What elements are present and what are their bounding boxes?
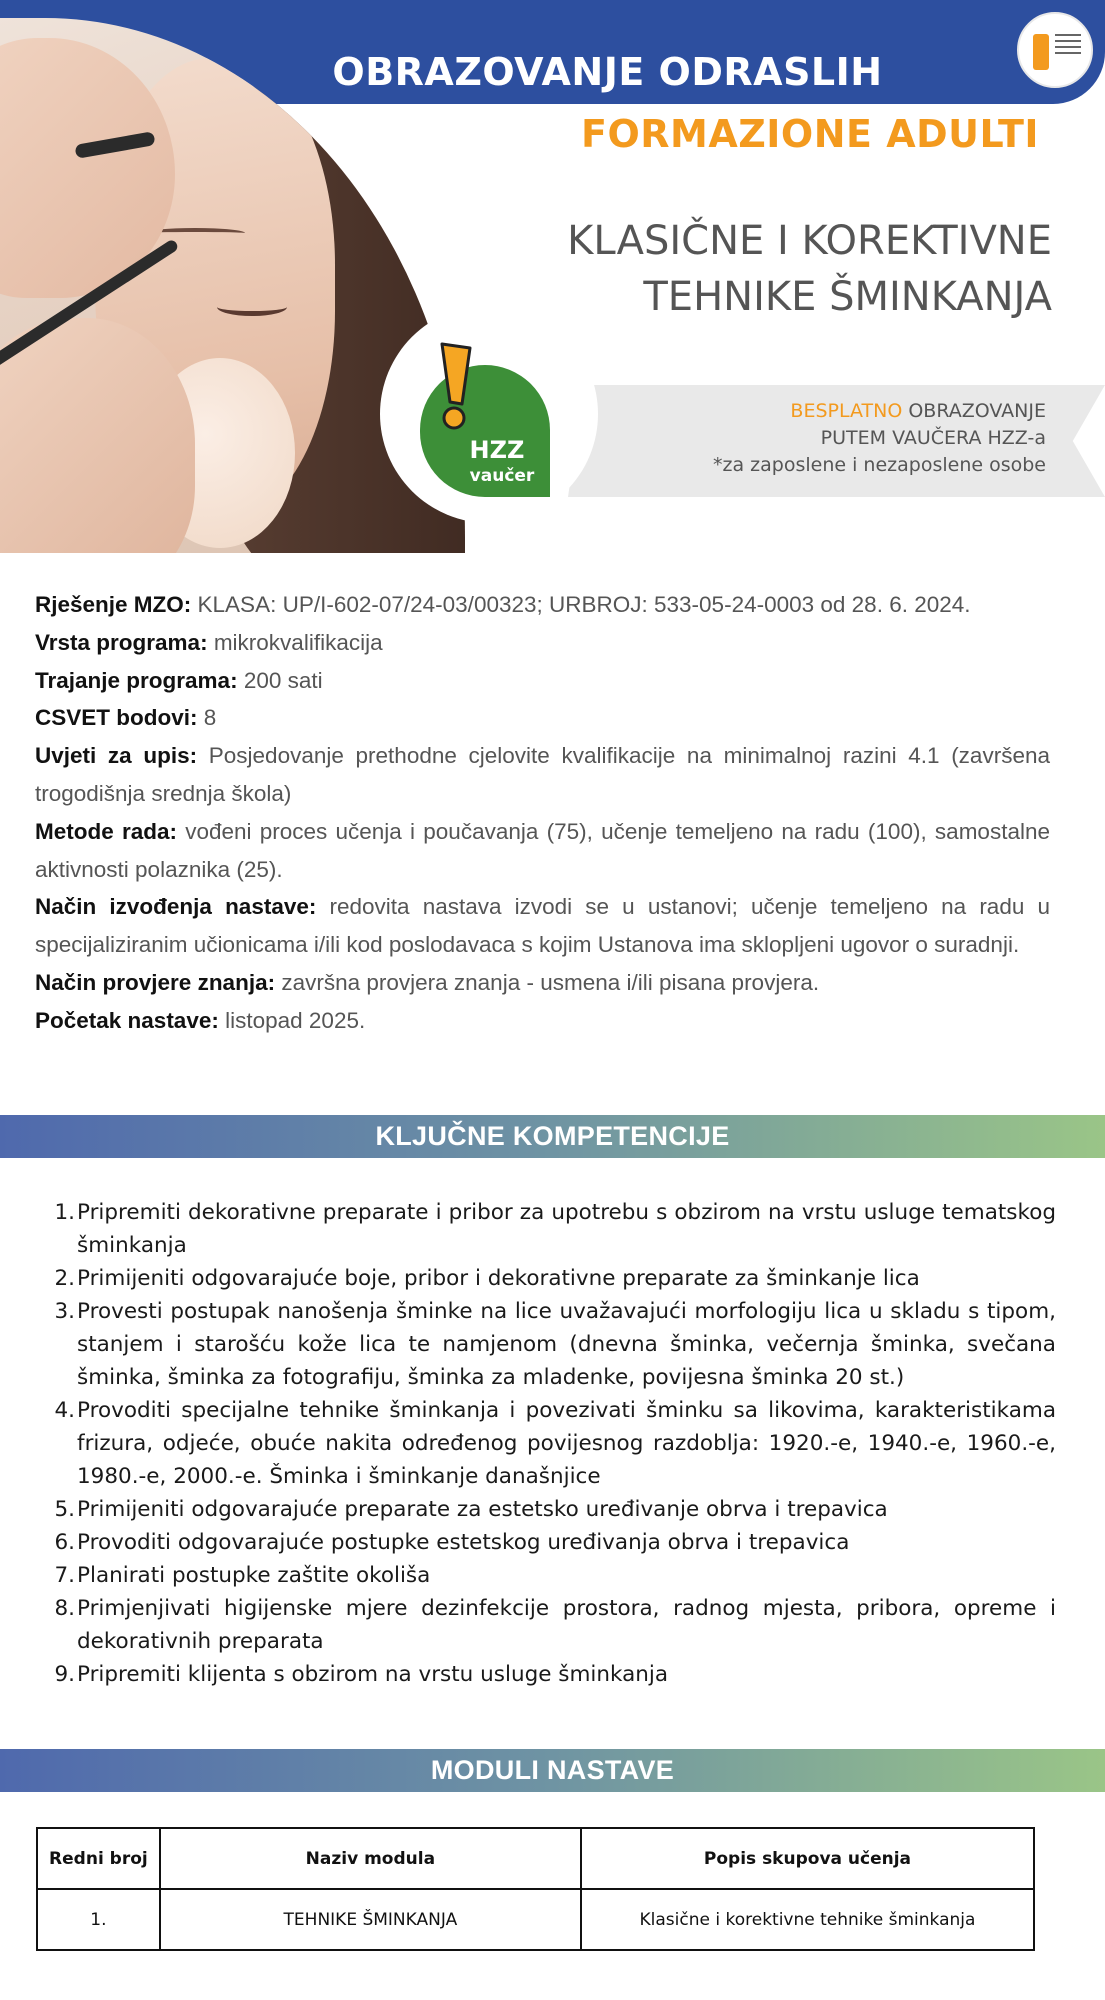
hzz-sub-label: vaučer <box>469 466 535 486</box>
info-value: 200 sati <box>237 667 323 693</box>
item-number: 7. <box>54 1563 75 1588</box>
item-text: Primijeniti odgovarajuće preparate za estetsko uređivanje obrva i trepavica <box>77 1497 888 1522</box>
info-row <box>35 662 1050 700</box>
table-row <box>37 1889 1034 1950</box>
info-label: Način izvođenja nastave: <box>35 894 317 920</box>
modules-heading: MODULI NASTAVE <box>0 1749 1105 1792</box>
list-item <box>48 1592 1056 1658</box>
column-header: Popis skupova učenja <box>581 1828 1034 1889</box>
item-number: 4. <box>54 1398 75 1423</box>
list-item <box>48 1295 1056 1394</box>
info-label: Uvjeti za upis: <box>35 743 198 769</box>
course-title-line2: TEHNIKE ŠMINKANJA <box>643 274 1052 320</box>
info-value: vođeni proces učenja i poučavanja (75), učenje temeljeno na radu (100), samostalne aktivnosti polaznika (25). <box>35 818 1050 882</box>
voucher-ribbon-text <box>600 398 1046 479</box>
info-value: KLASA: UP/I-602-07/24-03/00323; URBROJ: 533-05-24-0003 od 28. 6. 2024. <box>191 592 971 617</box>
makeup-photo <box>0 18 465 553</box>
program-info <box>35 586 1050 1040</box>
header-title: OBRAZOVANJE ODRASLIH <box>332 50 883 94</box>
competencies-list <box>48 1196 1056 1691</box>
item-number: 8. <box>54 1596 75 1621</box>
info-label: Rješenje MZO: <box>35 592 192 617</box>
institution-logo-icon <box>1017 12 1093 88</box>
modules-table <box>36 1827 1035 1951</box>
info-row <box>35 699 1050 737</box>
info-row <box>35 586 1050 624</box>
hzz-label: HZZ <box>469 436 525 464</box>
list-item <box>48 1394 1056 1493</box>
table-cell: Klasične i korektivne tehnike šminkanja <box>581 1889 1034 1950</box>
table-cell: 1. <box>37 1889 160 1950</box>
item-number: 3. <box>54 1299 75 1324</box>
free-label: BESPLATNO <box>790 400 903 422</box>
ribbon-line2: PUTEM VAUČERA HZZ-a <box>820 427 1046 449</box>
list-item <box>48 1196 1056 1262</box>
info-label: CSVET bodovi: <box>35 705 198 731</box>
info-row <box>35 813 1050 889</box>
header-subtitle: FORMAZIONE ADULTI <box>580 112 1040 156</box>
item-number: 2. <box>54 1266 75 1291</box>
info-row <box>35 964 1050 1002</box>
info-value: završna provjera znanja - usmena i/ili pisana provjera. <box>275 969 820 995</box>
info-value: mikrokvalifikacija <box>207 629 383 655</box>
list-item <box>48 1526 1056 1559</box>
item-number: 9. <box>54 1662 75 1687</box>
course-title-line1: KLASIČNE I KOREKTIVNE <box>567 218 1052 264</box>
info-row <box>35 1002 1050 1040</box>
item-text: Provesti postupak nanošenja šminke na lice uvažavajući morfologiju lica u skladu s tipom, stanjem i starošću kože lica te namjenom (dnevna šminka, večernja šminka, svečana šminka, šminka za fotografiju, šminka za mladenke, povijesna šminka 20 st.) <box>77 1299 1056 1390</box>
column-header: Redni broj <box>37 1828 160 1889</box>
ribbon-line1: OBRAZOVANJE <box>902 400 1046 422</box>
list-item <box>48 1658 1056 1691</box>
item-text: Pripremiti dekorativne preparate i pribor za upotrebu s obzirom na vrstu usluge tematskog šminkanja <box>77 1200 1056 1258</box>
item-text: Primijeniti odgovarajuće boje, pribor i dekorativne preparate za šminkanje lica <box>77 1266 920 1291</box>
item-number: 5. <box>54 1497 75 1522</box>
table-header-row <box>37 1828 1034 1889</box>
item-number: 6. <box>54 1530 75 1555</box>
ribbon-line3: *za zaposlene i nezaposlene osobe <box>713 454 1046 476</box>
item-text: Pripremiti klijenta s obzirom na vrstu usluge šminkanja <box>77 1662 669 1687</box>
info-label: Vrsta programa: <box>35 629 208 655</box>
info-label: Način provjere znanja: <box>35 969 276 995</box>
info-row <box>35 737 1050 813</box>
item-number: 1. <box>54 1200 75 1225</box>
info-row <box>35 888 1050 964</box>
info-value: redovita nastava izvodi se u ustanovi; učenje temeljeno na radu u specijaliziranim učionicama i/ili kod poslodavaca s kojim Ustanova ima sklopljeni ugovor o suradnji. <box>35 894 1050 958</box>
exclamation-icon <box>436 342 476 432</box>
info-value: 8 <box>197 705 217 731</box>
list-item <box>48 1559 1056 1592</box>
table-cell: TEHNIKE ŠMINKANJA <box>160 1889 581 1950</box>
competencies-heading: KLJUČNE KOMPETENCIJE <box>0 1115 1105 1158</box>
info-label: Početak nastave: <box>35 1007 219 1033</box>
info-value: listopad 2025. <box>218 1007 366 1033</box>
header <box>0 0 1105 560</box>
info-label: Trajanje programa: <box>35 667 238 693</box>
item-text: Provoditi odgovarajuće postupke estetskog uređivanja obrva i trepavica <box>77 1530 850 1555</box>
info-value: Posjedovanje prethodne cjelovite kvalifikacije na minimalnoj razini 4.1 (završena trogodišnja srednja škola) <box>35 743 1050 806</box>
item-text: Provoditi specijalne tehnike šminkanja i povezivati šminku sa likovima, karakteristikama frizura, odjeće, obuće nakita određenog povijesnog razdoblja: 1920.-e, 1940.-e, 1960.-e, 1980.-e, 2000.-e. Šminka i šminkanje današnjice <box>77 1398 1056 1489</box>
list-item <box>48 1262 1056 1295</box>
column-header: Naziv modula <box>160 1828 581 1889</box>
item-text: Planirati postupke zaštite okoliša <box>77 1563 431 1588</box>
info-row <box>35 624 1050 662</box>
info-label: Metode rada: <box>35 818 177 844</box>
list-item <box>48 1493 1056 1526</box>
item-text: Primjenjivati higijenske mjere dezinfekcije prostora, radnog mjesta, pribora, opreme i dekorativnih preparata <box>77 1596 1056 1654</box>
